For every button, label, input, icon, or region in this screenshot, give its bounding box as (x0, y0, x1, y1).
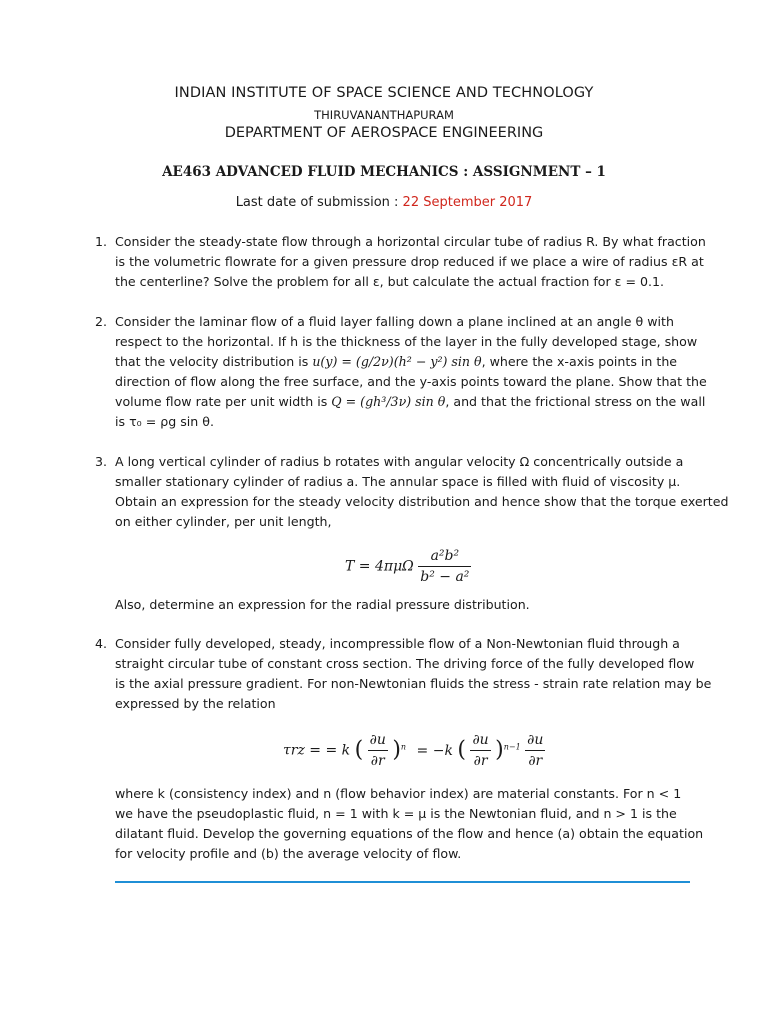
question-line: direction of flow along the free surface, and the y-axis points toward the plane. Show that the (115, 374, 707, 389)
paren-close: ) (392, 737, 401, 763)
text-span: volume flow rate per unit width is (115, 394, 332, 409)
course-title: AE463 ADVANCED FLUID MECHANICS : ASSIGNMENT – 1 (162, 164, 606, 180)
question-line: smaller stationary cylinder of radius a. The annular space is filled with fluid of viscosity μ. (115, 474, 681, 489)
question-line: dilatant fluid. Develop the governing equations of the flow and hence (a) obtain the equation (115, 826, 704, 841)
question-number: 1. (95, 234, 108, 249)
power-n-minus-1: n−1 (503, 742, 521, 752)
question-line: on either cylinder, per unit length, (115, 514, 332, 529)
derivative-fraction (368, 730, 388, 771)
department-title: DEPARTMENT OF AEROSPACE ENGINEERING (224, 125, 544, 141)
stress-equation (283, 730, 545, 771)
derivative-numerator: ∂u (470, 730, 490, 751)
derivative-denominator: ∂r (528, 753, 543, 769)
submission-date-line (0, 195, 768, 210)
torque-numerator: a²b² (418, 546, 471, 567)
question-number: 3. (95, 454, 108, 469)
paren-close: ) (495, 737, 504, 763)
question-line: for velocity profile and (b) the average velocity of flow. (115, 846, 462, 861)
velocity-formula: u(y) = (g/2ν)(h² − y²) sin θ (312, 354, 482, 369)
derivative-numerator: ∂u (525, 730, 545, 751)
question-line: Consider fully developed, steady, incompressible flow of a Non-Newtonian fluid through a (115, 636, 680, 651)
derivative-fraction (525, 730, 545, 771)
question-line: A long vertical cylinder of radius b rotates with angular velocity Ω concentrically outside a (115, 454, 684, 469)
institute-title: INDIAN INSTITUTE OF SPACE SCIENCE AND TECHNOLOGY (174, 85, 594, 101)
question-line: Obtain an expression for the steady velocity distribution and hence show that the torque exerted (115, 494, 729, 509)
derivative-denominator: ∂r (370, 753, 385, 769)
torque-lhs: T = 4πμΩ (345, 558, 414, 575)
derivative-numerator: ∂u (368, 730, 388, 751)
derivative-denominator: ∂r (473, 753, 488, 769)
horizontal-rule (115, 881, 690, 883)
torque-equation (345, 546, 471, 587)
question-4 (95, 634, 712, 864)
text-span: , where the x-axis points in the (481, 354, 678, 369)
question-line: expressed by the relation (115, 696, 276, 711)
question-line: the centerline? Solve the problem for all ε, but calculate the actual fraction for ε = 0.1. (115, 274, 665, 289)
question-line: we have the pseudoplastic fluid, n = 1 with k = μ is the Newtonian fluid, and n > 1 is the (115, 806, 677, 821)
question-line: straight circular tube of constant cross section. The driving force of the fully developed flow (115, 656, 695, 671)
stress-mid: = −k (416, 742, 453, 759)
question-line: is the axial pressure gradient. For non-Newtonian fluids the stress - strain rate relation may be (115, 676, 712, 691)
torque-fraction (418, 546, 471, 587)
question-line: where k (consistency index) and n (flow behavior index) are material constants. For n < 1 (115, 786, 682, 801)
question-line (115, 352, 677, 372)
question-line: is τ₀ = ρg sin θ. (115, 414, 214, 429)
question-line (115, 392, 705, 412)
institute-city: THIRUVANANTHAPURAM (314, 108, 454, 122)
paren-open: ( (457, 737, 466, 763)
paren-open: ( (354, 737, 364, 763)
question-line: Also, determine an expression for the radial pressure distribution. (115, 597, 530, 612)
question-line: Consider the steady-state flow through a horizontal circular tube of radius R. By what fraction (115, 234, 706, 249)
submission-date-value: 22 September 2017 (402, 195, 533, 210)
question-3 (95, 452, 729, 622)
text-span: that the velocity distribution is (115, 354, 313, 369)
question-number: 2. (95, 314, 108, 329)
submission-date-label: Last date of submission : (235, 195, 403, 210)
stress-lhs: τrz = = k (283, 742, 351, 759)
question-line: Consider the laminar flow of a fluid layer falling down a plane inclined at an angle θ with (115, 314, 674, 329)
question-line: is the volumetric flowrate for a given pressure drop reduced if we place a wire of radius εR at (115, 254, 704, 269)
power-n: n (400, 742, 407, 752)
flow-rate-formula: Q = (gh³/3ν) sin θ (331, 394, 446, 409)
question-line: respect to the horizontal. If h is the thickness of the layer in the fully developed stage, show (115, 334, 698, 349)
torque-denominator: b² − a² (420, 569, 470, 585)
question-number: 4. (95, 636, 108, 651)
text-span: , and that the frictional stress on the wall (445, 394, 706, 409)
derivative-fraction (470, 730, 490, 771)
